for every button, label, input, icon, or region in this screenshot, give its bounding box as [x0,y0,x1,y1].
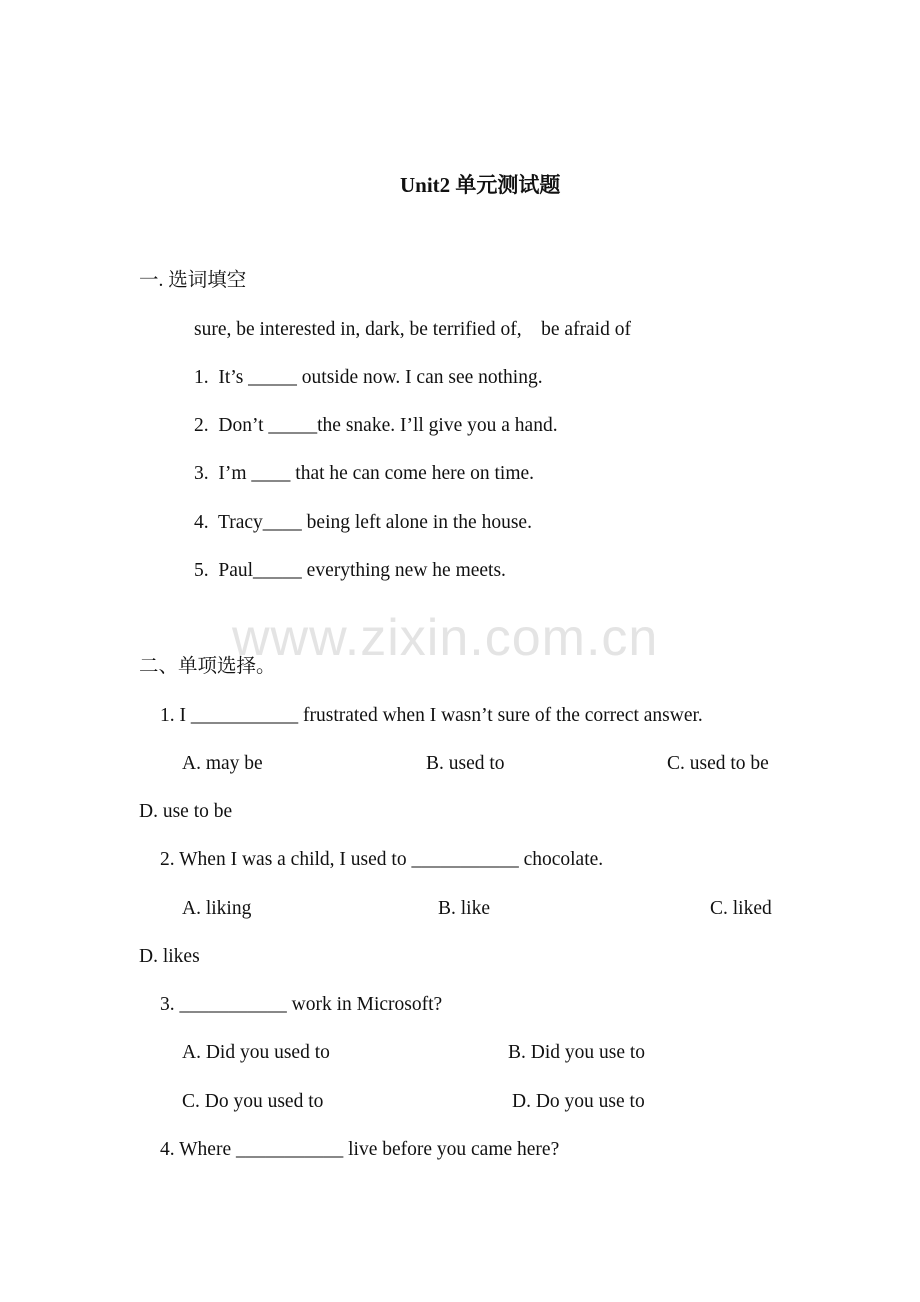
fill-blank-item-2: 2. Don’t _____the snake. I’ll give you a hand. [194,415,558,436]
section-2-heading: 二、单项选择。 [139,656,276,677]
word-bank: sure, be interested in, dark, be terrified of, be afraid of [194,319,631,340]
question-2-option-a: A. liking [182,898,252,919]
question-3-option-b: B. Did you use to [508,1042,646,1063]
question-2-option-d: D. likes [139,946,200,967]
question-4-stem: 4. Where ___________ live before you came here? [160,1139,560,1160]
question-2-stem: 2. When I was a child, I used to ___________ chocolate. [160,849,604,870]
section-1-heading: 一. 选词填空 [139,270,247,291]
question-3-option-a: A. Did you used to [182,1042,330,1063]
question-1-option-a: A. may be [182,753,263,774]
question-1-option-d: D. use to be [139,801,233,822]
question-3-option-d: D. Do you use to [512,1091,645,1112]
question-3-stem: 3. ___________ work in Microsoft? [160,994,443,1015]
question-2-option-b: B. like [438,898,490,919]
fill-blank-item-4: 4. Tracy____ being left alone in the house. [194,512,532,533]
question-2-option-c: C. liked [710,898,772,919]
question-1-option-c: C. used to be [667,753,769,774]
watermark: www.zixin.com.cn [232,609,659,667]
question-3-option-c: C. Do you used to [182,1091,324,1112]
page-title: Unit2 单元测试题 [400,173,561,197]
fill-blank-item-5: 5. Paul_____ everything new he meets. [194,560,506,581]
question-1-option-b: B. used to [426,753,505,774]
fill-blank-item-3: 3. I’m ____ that he can come here on time. [194,463,535,484]
fill-blank-item-1: 1. It’s _____ outside now. I can see nothing. [194,367,543,388]
question-1-stem: 1. I ___________ frustrated when I wasn’t sure of the correct answer. [160,705,703,726]
